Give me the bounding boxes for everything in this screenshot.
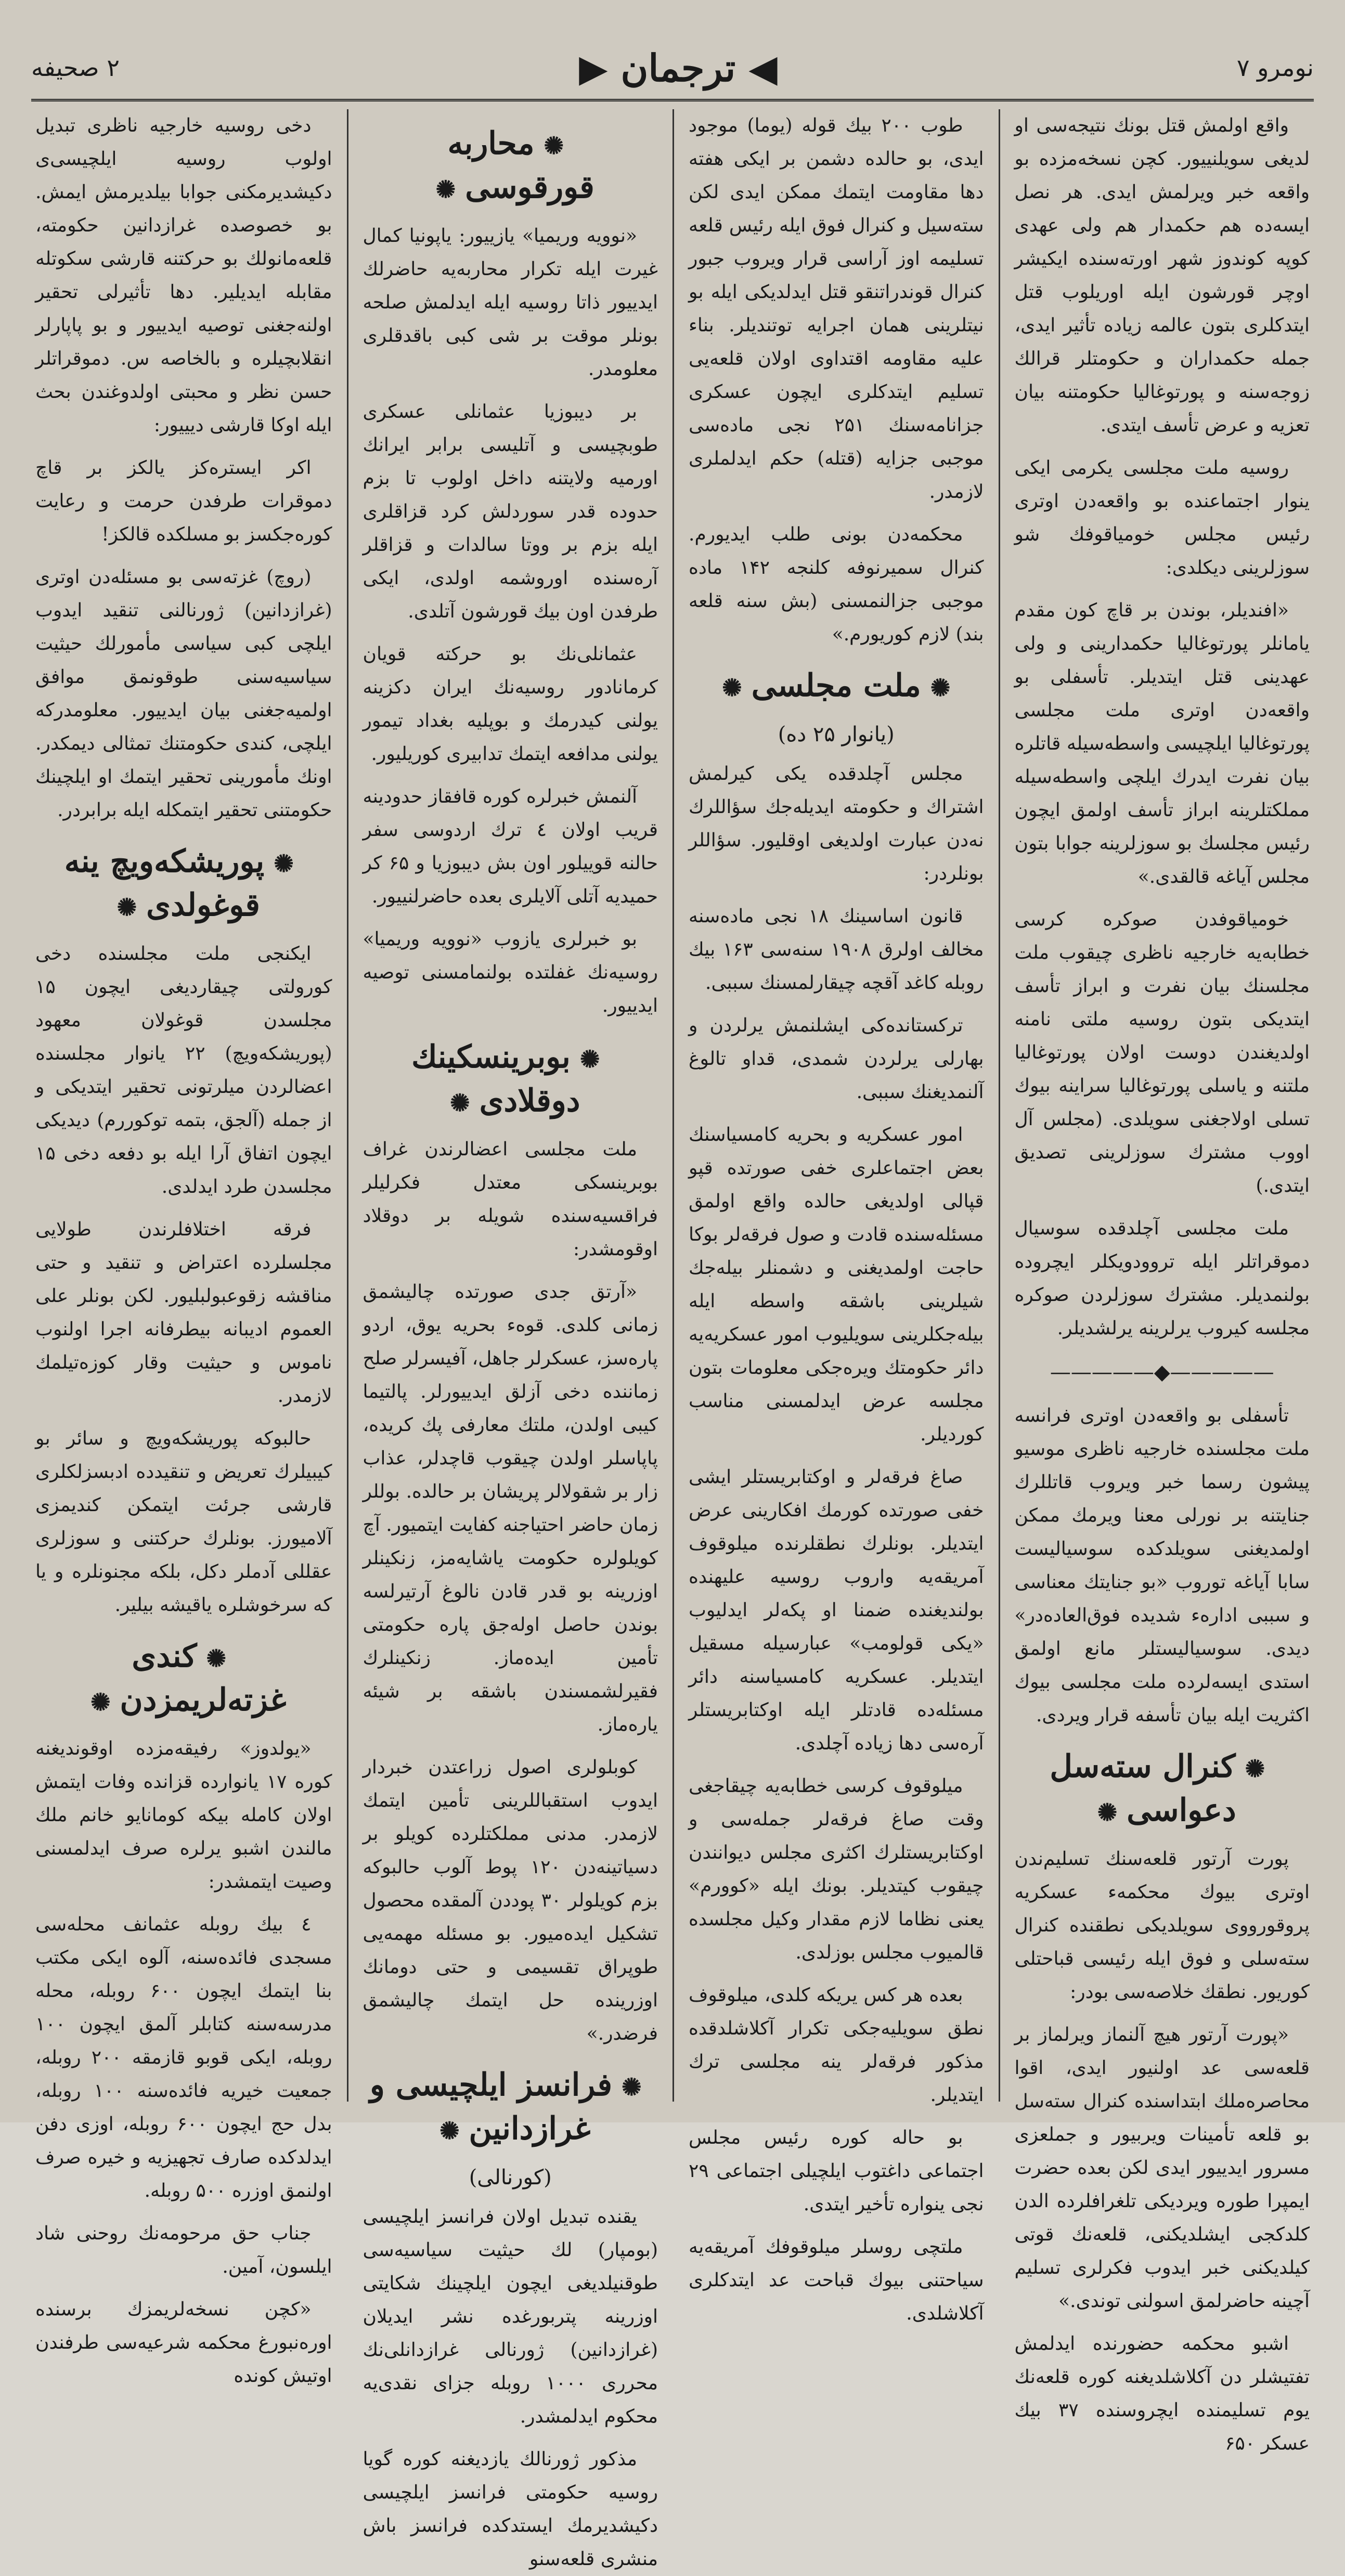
headline-text: فرانسز ایلچیسی و غرازدانین	[369, 2067, 613, 2147]
headline-ornament-icon: ✺	[930, 674, 951, 702]
article-paragraph: ملت مجلسی اعضالرندن غراف بوبرینسکی معتدل فکرلیلر فراقسیه‌سنده شویله بر دوقلاد اوقومشدر:	[363, 1139, 658, 1260]
article-paragraph: بر دیبوزیا عثمانلی عسکری طوبچیسی و آتلیسی برابر ایرانك اورمیه ولایتنه داخل اولوب تا بزم حدوده قدر سوردلش کرد قزاقلری ایله بزم بر ووتا سالدات و قزاقلر آره‌سنده اوروشمه اولدی، ایکی طرفدن اون بیك قورشون آتلدی.	[363, 401, 658, 622]
article-paragraph: میلوقوف کرسی خطابه‌یه چیقاجغی وقت صاغ فرقه‌لر جمله‌سی و اوکتابریستلرك اکثری مجلس دیوانندن چیقوب کیتدیلر. بونك ایله «کوورم» یعنی نظاما لازم مقدار وکیل مجلسده قالمیوب مجلس بوزلدی.	[689, 1775, 984, 1963]
article-paragraph: «یولدوز» رفیقه‌مزده اوقوندیغنه کوره ۱۷ یانوارده قزانده وفات ایتمش اولان کامله بیکه کومانایو خانم ملك مالندن اشبو یرلره صرف ایدلمسنی وصیت ایتمشدر:	[35, 1738, 332, 1892]
headline-ornament-icon: ✺	[622, 2073, 642, 2101]
column-3	[347, 109, 673, 2570]
headline-ornament-icon: ✺	[274, 849, 294, 878]
article-dateline: (کورنالی)	[469, 2166, 552, 2189]
article-paragraph: محکمه‌دن بونی طلب ایدیورم. کنرال سمیرنوفه کلنجه ۱۴۲ ماده موجبی جزالنمسنی (بش سنه قلعه بند) لازم کوریورم.»	[689, 524, 984, 645]
article-headline	[363, 123, 658, 210]
article-paragraph: امور عسکریه و بحریه کامسیاسنك بعض اجتماعلری خفی صورتده قپو قپالی اولدیغی حالده واقع اولمق مسئله‌سنده قادت و صول فرقه‌لر بوکا حاجت اولمدیغنی و دشمنلر بیله‌جك شیلرینی باشقه واسطه ایله بیله‌جکلرینی سویلیوب امور عسکریه‌یه دائر حکومتك ویره‌جکی معلومات بتون مجلسه عرض ایدلمسنی مناسب کوردیلر.	[689, 1124, 984, 1445]
article-paragraph: (روچ) غزته‌سی بو مسئله‌دن اوتری (غرازدانین) ژورنالنی تنقید ایدوب ایلچی کبی سیاسی مأمورلك حیثیت سیاسیه‌سنی طوقونمق موافق اولمیه‌جغنی بیان ایدییور. معلومدرکه ایلچی، کندی حکومتنك تمثالی دیمکدر. اونك مأمورینی تحقیر ایتمك او ایلچینك حکومتنی تحقیر ایتمکله ایله برابردر.	[35, 566, 332, 821]
article-paragraph: «پورت آرتور هیچ آلنماز ویرلماز بر قلعه‌سی عد اولنیور ایدی، اقوا محاصره‌ملك ابتداسنده کنرال سته‌سل بو قلعه تأمینات ویربیور و جملعزی مسرور ایدییور ایدی لکن بعده حضرت ایمپرا طوره ویردیکی تلغرافلرده الدن کلدکجی ایشلدیکنی، قلعه‌نك قوتی کیلدیکنی خبر ایدوب فکرلری تسلیم آچینه حاضرلمق اسولنی توندی.»	[1014, 2024, 1310, 2312]
article-paragraph: آلنمش خبرلره کوره قافقاز حدودینه قریب اولان ٤ ترك اردوسی سفر حالنه قوییلور اون بش دیبوزیا و ۶۵ کر حمیدیه آتلی آلایلری بعده حاضرلنییور.	[363, 786, 658, 907]
headline-ornament-icon: ✺	[439, 2117, 460, 2145]
right-ornament-icon: ▶	[579, 45, 608, 90]
article-paragraph: قانون اساسینك ۱۸ نجی ماده‌سنه مخالف اولرق ۱۹۰۸ سنه‌سی ۱۶۳ بیك روبله کاغد آقچه چیقارلمسنك سببی.	[689, 906, 984, 994]
article-paragraph: ٤ بیك روبله عثمانف محله‌سی مسجدی فائده‌سنه، آلوه ایکی مکتب بنا ایتمك ایچون ۶۰۰ روبله، محله مدرسه‌سنه کتابلر آلمق ایچون ۱۰۰ روبله، ایکی قوبو قازمقه ۲۰۰ روبله، جمعیت خیریه فائده‌سنه ۱۰۰ روبله، بدل حج ایچون ۶۰۰ روبله، اوزی دفن ایدلدکده صارف تجهیزیه و خیره صرف اولنمق اوزره ۵۰۰ روبله.	[35, 1914, 332, 2201]
article-paragraph: جناب حق مرحومه‌نك روحنی شاد ایلسون، آمین.	[35, 2223, 332, 2277]
article-paragraph: ملتچی روسلر میلوقوفك آمریقه‌یه سیاحتنی بیوك قباحت عد ایتدکلری آکلاشلدی.	[689, 2236, 984, 2324]
article-paragraph: حالبوکه پوریشکه‌ویچ و سائر بو کیبیلرك تعریض و تنقیدده ادبسزلکلری قارشی جرئت ایتمکن کندیمزی آلامیورز. بونلرك حرکتنی و سوزلری عقللی آدملر دکل، بلکه مجنونلره و یا که سرخوشلره یاقیشه بیلیر.	[35, 1428, 332, 1616]
headline-ornament-icon: ✺	[722, 674, 742, 702]
headline-ornament-icon: ✺	[579, 1045, 600, 1073]
headline-ornament-icon: ✺	[544, 132, 564, 160]
article-paragraph: بو خبرلری یازوب «نوویه وریمیا» روسیه‌نك غفلتده بولنمامسنی توصیه ایدییور.	[363, 929, 658, 1016]
article-paragraph: ملت مجلسی آچلدقده سوسیال دموقراتلر ایله تروودویکلر ایچروده بولنمدیلر. مشترك سوزلردن صوکره مجلسه کیروب یرلرینه یرلشدیلر.	[1014, 1218, 1310, 1339]
article-headline	[1015, 1746, 1310, 1833]
headline-text: ملت مجلسی	[751, 667, 921, 704]
headline-text: بوبرینسکینك دوقلادی	[411, 1039, 580, 1119]
headline-ornament-icon: ✺	[450, 1089, 470, 1117]
headline-text: کنرال سته‌سل دعواسی	[1050, 1748, 1236, 1828]
article-headline	[363, 1036, 658, 1124]
article-paragraph: بو حاله کوره رئیس مجلس اجتماعی داغتوب ایلچیلی اجتماعی ۲۹ نجی ینواره تأخیر ایتدی.	[689, 2127, 984, 2215]
article-paragraph: بعده هر کس یریکه کلدی، میلوقوف نطق سویلیه‌جکی تکرار آکلاشلدقده مذکور فرقه‌لر ینه مجلسی ترك ایتدیلر.	[689, 1985, 984, 2106]
article-paragraph: دخی روسیه خارجیه ناظری تبدیل اولوب روسیه ایلچیسی‌ی دکیشدیرمکنی جوابا بیلدیرمش ایمش. بو خصوصده غرازدانین حکومته، قلعه‌مانولك بو حرکتنه قارشی سکوتله مقابله ایدیلیر. دها تأثیرلی تحقیر اولنه‌جغنی توصیه ایدییور و بو پاپارلر انقلابچیلره و بالخاصه س. دموقراتلر حسن نظر و محبتی اولدوغندن بحث ایله اوکا قارشی دیییور:	[35, 115, 332, 436]
article-paragraph: خومیاقوفدن صوکره کرسی خطابه‌یه خارجیه ناظری چیقوب ملت مجلسنك بیان نفرت و ابراز تأسف ایتدیکی بتون روسیه ملتی نامنه اولدیغندن دوست اولان پورتوغالیا ملتنه و یاسلی پورتوغالیا سراینه بیوك تسلی اولاجغنی سویلدی. (مجلس آل اووب مشترك سوزلرینی تصدیق ایتدی.)	[1014, 909, 1310, 1196]
article-headline	[363, 2064, 658, 2152]
article-paragraph: «کچن نسخه‌لریمزك برسنده اوره‌نبورغ محکمه شرعیه‌سی طرفندن اوتیش کونده	[35, 2299, 332, 2387]
left-ornament-icon: ◀	[748, 45, 778, 90]
article-paragraph: صاغ فرقه‌لر و اوکتابریستلر ایشی خفی صورتده کورمك افکارینی عرض ایتدیلر. بونلرك نطقلرنده میلوقوف آمریقه‌یه واروب روسیه علیهنده بولندیغنده ضمنا او پکه‌لر ایدلیوب «یکی قولومب» عبارسیله مسقیل ایتدیلر. عسکریه کامسیاسنه دائر مسئله‌ده قادتلر ایله اوکتابریستلر آره‌سی دها زیاده آچلدی.	[689, 1466, 984, 1754]
headline-ornament-icon: ✺	[435, 175, 456, 203]
article-paragraph: ایکنجی ملت مجلسنده دخی کورولتی چیقاردیغی ایچون ۱۵ مجلسدن قوغولان معهود (پوریشکه‌ویچ) ۲۲ یانوار مجلسنده اعضالردن میلرتونی تحقیر ایتدیکی و از جمله (آلجق، بتمه توکوررم) دیدیکی ایچون اتفاق آرا ایله بو دفعه دخی ۱۵ مجلسدن طرد ایدلدی.	[35, 943, 332, 1197]
article-paragraph: کوبلولری اصول زراعتدن خبردار ایدوب استقباللرینی تأمین ایتمك لازمدر. مدنی مملکتلرده کویلو بر دسیاتینه‌دن ۱۲۰ پوط آلوب حالبوکه بزم کویلولر ۳۰ پوددن آلمقده محصول تشکیل ایده‌میور. بو مسئله مهمه‌یی طوپراق تقسیمی و حتی دومانك اوزرینده حل ایتمك چالیشمق فرضدر.»	[363, 1757, 658, 2044]
article-paragraph: «افندیلر، بوندن بر قاچ کون مقدم یامانلر پورتوغالیا حکمدارینی و ولی عهدینی قتل ایتدیلر. تأسفلی بو واقعه‌دن اوتری ملت مجلسی پورتوغالیا ایلچیسی واسطه‌سیله قاتلره بیان نفرت ایدرك ایلچی واسطه‌سیله مملکتلرینه ابراز تأسف اولمق ایچون رئیس مجلسك بو سوزلرینه جوابا بتون مجلس آیاغه قالقدی.»	[1014, 600, 1310, 887]
masthead	[31, 36, 1314, 101]
headline-ornament-icon: ✺	[206, 1644, 227, 1672]
headline-text: محاربه قورقوسی	[447, 125, 594, 205]
article-paragraph: فرقه اختلافلرندن طولایی مجلسلرده اعتراض و تنقید و حتی مناقشه زقوعبولبلیور. لکن بونلر علی العموم ادیبانه بیطرفانه اجرا اولنوب ناموس و حیثیت وقار کوزه‌تیلمك لازمدر.	[35, 1219, 332, 1407]
article-dateline: (یانوار ۲۵ ده)	[778, 723, 895, 746]
article-paragraph: مجلس آچلدقده یکی کیرلمش اشتراك و حکومته ایدیله‌جك سؤاللرك نه‌دن عبارت اولدیغی اوقلیور. سؤاللر بونلردر:	[689, 763, 984, 884]
headline-text: کندی غزته‌لریمزدن	[120, 1638, 287, 1718]
issue-number: نومرو ۷	[1236, 54, 1314, 82]
article-paragraph: اشبو محکمه حضورنده ایدلمش تفتیشلر دن آکلاشلدیغنه کوره قلعه‌نك یوم تسلیمنده ایچروسنده ۳۷ بیك عسکر ۶۵۰	[1014, 2333, 1310, 2454]
newspaper-title	[579, 46, 778, 90]
article-paragraph: روسیه ملت مجلسی یکرمی ایکی ینوار اجتماعنده بو واقعه‌دن اوتری رئیس مجلس خومیاقوفك شو سوزلرینی دیکلدی:	[1014, 457, 1310, 578]
article-headline	[689, 665, 984, 709]
article-paragraph: اکر ایستره‌کز یالکز بر قاچ دموقرات طرفدن حرمت و رعایت کوره‌جکسز بو مسلکده قالکز!	[35, 457, 332, 545]
article-paragraph: تأسفلی بو واقعه‌دن اوتری فرانسه ملت مجلسنده خارجیه ناظری موسیو پیشون رسما خبر ویروب قاتللرك جنایتنه بر نورلی معنا ویرمك ممکن اولمدیغنی سویلدکده سوسیالیست سابا آیاغه توروب «بو جنایتك معناسی و سببی اداره‌ء شدیده فوق‌العاده‌در» دیدی. سوسیالیستلر مانع اولمق استدی ایسه‌لرده ملت مجلسی بیوك اکثریت ایله بیان تأسفه قرار ویردی.	[1014, 1405, 1310, 1726]
page-number: ۲ صحیفه	[31, 54, 120, 82]
newspaper-title-text: ترجمان	[620, 45, 736, 90]
article-paragraph: پورت آرتور قلعه‌سنك تسلیم‌ندن اوتری بیوك محکمه‌ء عسکریه پروقورووی سویلدیکی نطقنده کنرال سته‌سلی و فوق ایله رئیسی قباحتلی کوریور. نطقك خلاصه‌سی بودر:	[1014, 1848, 1310, 2003]
article-headline	[35, 841, 332, 928]
headline-ornament-icon: ✺	[1097, 1798, 1118, 1826]
article-headline	[35, 1635, 332, 1723]
column-1	[999, 109, 1325, 2454]
column-4	[21, 109, 347, 2387]
column-2	[672, 109, 999, 2324]
article-paragraph: واقع اولمش قتل بونك نتیجه‌سی او لدیغی سویلنییور. کچن نسخه‌مزده بو واقعه خبر ویرلمش ایدی. هر نصل ایسه‌ده هم حکمدار هم ولی عهدی کوپه کوندوز شهر اورته‌سنده ایکیشر اوچر قورشون ایله اوریلوب قتل ایتدکلری بتون عالمه زیاده تأثیر ایدی، جمله حکمداران و حکومتلر قرالك زوجه‌سنه و پورتوغالیا حکومتنه بیان تعزیه و عرض تأسف ایتدی.	[1014, 115, 1310, 436]
article-paragraph: یقنده تبدیل اولان فرانسز ایلچیسی (بومپار) لك حیثیت سیاسیه‌سی طوقنیلدیغی ایچون ایلچینك شکایتی اوزرینه پتربورغده نشر ایدیلان (غرازدانین) ژورنالی غرازدانلی‌نك محرری ۱۰۰۰ روبله جزای نقدی‌یه محکوم ایدلمشدر.	[363, 2206, 658, 2427]
section-divider: —————◆—————	[1050, 1360, 1274, 1384]
headline-ornament-icon: ✺	[90, 1688, 111, 1716]
article-paragraph: «نوویه وریمیا» یازییور: یاپونیا کمال غیرت ایله تکرار محاربه‌یه حاضرلك ایدییور ذاتا روسیه ایله ایدلمش صلحه بونلر موقت بر شی کبی باقدقلری معلومدر.	[363, 225, 658, 380]
article-paragraph: طوب ۲۰۰ بیك قوله (یوما) موجود ایدی، بو حالده دشمن بر ایکی هفته دها مقاومت ایتمك ممکن ایدی لکن سته‌سیل و کنرال فوق ایله رئیس قلعه تسلیمه اوز آراسی قرار ویروب جبور کنرال قوندراتنقو قتل ایدلدیکی ایله بو نیتلرینی همان اجرایه توتندیلر. بناء علیه مقاومه اقتداوی اولان قلعه‌یی تسلیم ایتدکلری ایچون عسکری جزانامه‌سنك ۲۵۱ نجی ماده‌سی موجبی جزایه (قتله) حکم ایدلملری لازمدر.	[689, 115, 984, 503]
headline-text: پوریشکه‌ویچ ینه قوغولدی	[64, 843, 265, 923]
article-paragraph: ترکستانده‌کی ایشلنمش یرلردن و بهارلی یرلردن شمدی، قداو تالوغ آلنمدیغنك سببی.	[689, 1015, 984, 1103]
text-columns	[21, 109, 1324, 2570]
headline-ornament-icon: ✺	[1245, 1755, 1265, 1783]
article-paragraph: «آرتق جدی صورتده چالیشمق زمانی کلدی. قوهء بحریه یوق، اردو پاره‌سز، عسکرلر جاهل، آفیسرلر صلح زماننده دخی آزلق ایدییورلر. پالتیما کیبی اولدن، ملتك معارفی پك کریده، پاپاسلر اولدن چیقوب قاچدلر، عذاب زار بر شقولالر پریشان بر حالده. بوللر زمان حاضر احتیاجنه کفایت ایتمیور. آچ کویلولره حکومت یاشایه‌مز، زنکینلر اوزرینه بو قدر قادن نالوغ آرتیرلسه بوندن حاصل اوله‌جق پاره حکومتی تأمین ایده‌ماز. زنکینلرك فقیرلشمسندن باشقه بر شیئه یاره‌ماز.	[363, 1281, 658, 1735]
article-paragraph: عثمانلی‌نك بو حرکته قویان کرمانادور روسیه‌نك ایران دکزینه یولنی کیدرمك و بوپلیه بغداد تیمور یولنی مدافعه ایتمك تدابیری کوریلیور.	[363, 643, 658, 765]
headline-ornament-icon: ✺	[117, 893, 137, 921]
article-paragraph: مذکور ژورنالك یازدیغنه کوره گویا روسیه حکومتی فرانسز ایلچیسی دکیشدیرمك ایستدکده فرانسز باش منشری قلعه‌سنو	[363, 2449, 658, 2570]
